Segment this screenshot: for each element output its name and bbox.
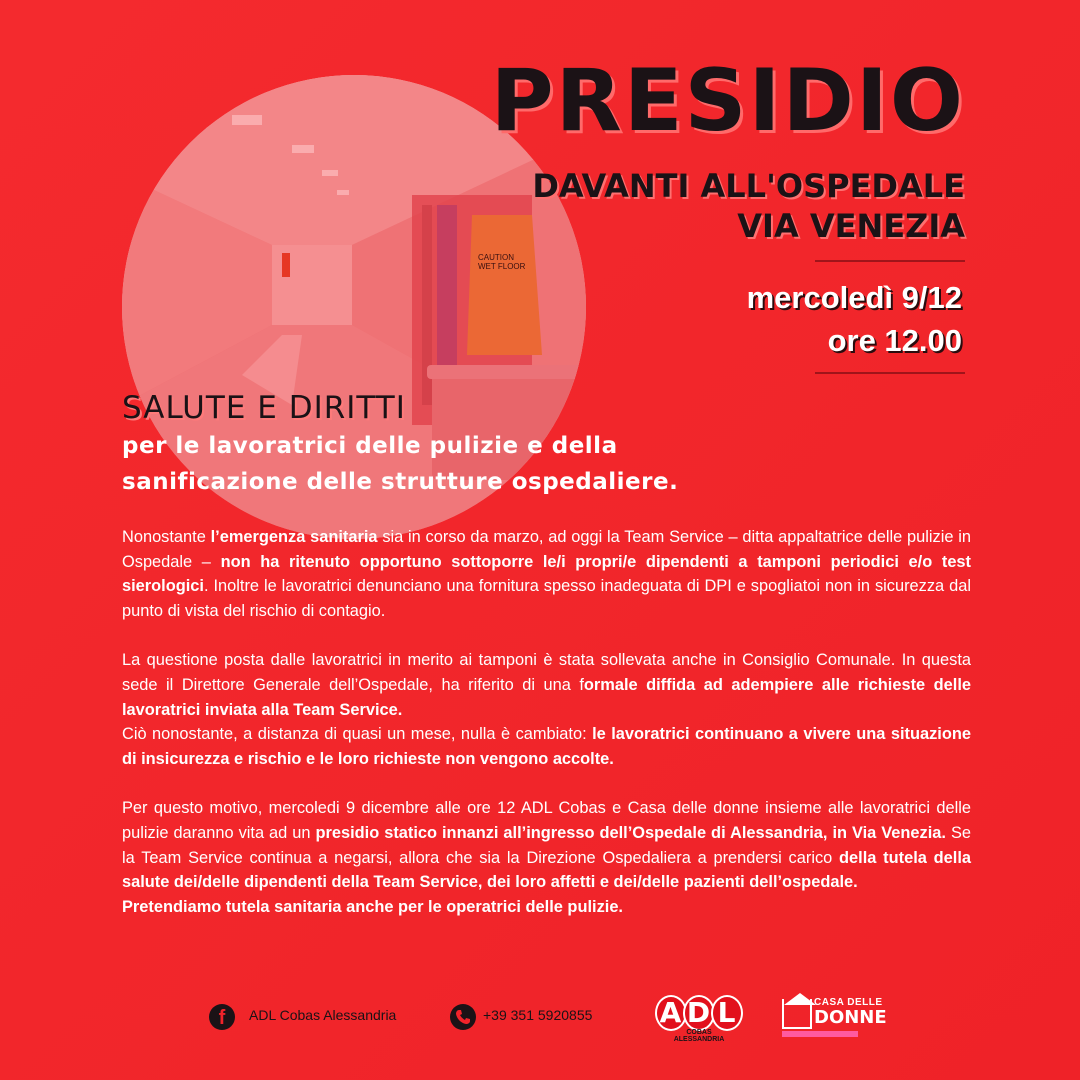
facebook-label[interactable]: ADL Cobas Alessandria <box>249 1007 397 1023</box>
subtitle-line2: VIA VENEZIA <box>737 207 965 245</box>
text-run: le lavoratrici continuano a vivere una situazione di insicurezza e rischio e le loro richieste non vengono accolte. <box>122 725 971 768</box>
section-tagline <box>122 428 822 500</box>
text-run: non ha ritenuto opportuno sottoporre le/i propri/e dipendenti a tamponi periodici e/o test sierologici <box>122 552 972 596</box>
casa-underline <box>782 1031 858 1037</box>
phone-icon[interactable] <box>450 1004 476 1030</box>
casa-delle-donne-logo <box>780 995 887 1040</box>
text-run: della tutela della salute dei/delle dipendenti della Team Service, dei loro affetti e dei/delle pazienti dell’ospedale. <box>122 848 971 892</box>
paragraph-1 <box>122 525 971 623</box>
body-text <box>122 525 971 944</box>
adl-sub-label: COBAS ALESSANDRIA <box>673 1029 725 1043</box>
text-run: Nonostante <box>122 528 211 546</box>
caution-line2: WET FLOOR <box>478 262 526 271</box>
divider-bottom <box>815 372 965 374</box>
casa-line1: CASA DELLE <box>814 997 883 1008</box>
event-time: ore 12.00 <box>827 323 962 358</box>
caution-line1: CAUTION <box>478 253 514 262</box>
tagline-line1: per le lavoratrici delle pulizie e della <box>122 433 618 459</box>
section-headline: SALUTE E DIRITTI <box>122 390 406 426</box>
paragraph-3 <box>122 796 971 919</box>
caution-sign-text <box>478 253 525 271</box>
text-run: Se la Team Service continua a negarsi, allora che sia la Direzione Ospedaliera a prendersi carico <box>122 823 971 867</box>
text-run: . Inoltre le lavoratrici denunciano una fornitura spesso inadeguata di DPI e spogliatoi non in sicurezza dal punto di vista del rischio di contagio. <box>122 577 971 620</box>
adl-letters <box>650 995 748 1031</box>
subtitle-line1: DAVANTI ALL'OSPEDALE <box>532 167 965 205</box>
adl-letter-l: L <box>711 995 743 1031</box>
text-run: l’emergenza sanitaria <box>210 528 378 546</box>
adl-letter-a: A <box>655 995 687 1031</box>
text-run: Per questo motivo, mercoledi 9 dicembre alle ore 12 ADL Cobas e Casa delle donne insieme alle lavoratrici delle pulizie daranno vita ad un <box>122 799 971 842</box>
paragraph-2 <box>122 648 971 771</box>
tagline-line2: sanificazione delle strutture ospedaliere. <box>122 469 679 495</box>
house-icon <box>782 999 812 1029</box>
footer <box>0 995 1080 1055</box>
text-run: presidio statico innanzi all’ingresso dell’Ospedale di Alessandria, in Via Venezia. <box>315 823 946 842</box>
text-run: La questione posta dalle lavoratrici in merito ai tamponi è stata sollevata anche in Consiglio Comunale. In questa sede il Direttore Generale dell’Ospedale, ha riferito di una f <box>122 651 971 694</box>
text-run: ormale diffida ad adempiere alle richieste delle lavoratrici inviata alla Team Service. <box>122 675 971 719</box>
event-date: mercoledì 9/12 <box>746 280 962 315</box>
text-run: Ciò nonostante, a distanza di quasi un mese, nulla è cambiato: <box>122 725 593 744</box>
poster-title: PRESIDIO <box>490 51 965 151</box>
adl-cobas-logo <box>650 995 748 1043</box>
text-run: sia in corso da marzo, ad oggi la Team Service – ditta appaltatrice delle pulizie in Ospedale – <box>122 528 972 571</box>
casa-line2: DONNE <box>814 1007 887 1028</box>
phone-label[interactable]: +39 351 5920855 <box>483 1007 593 1023</box>
adl-letter-d: D <box>683 995 715 1031</box>
divider-top <box>815 260 965 262</box>
facebook-icon[interactable]: f <box>209 1004 235 1030</box>
text-run: Pretendiamo tutela sanitaria anche per le operatrici delle pulizie. <box>122 897 623 916</box>
